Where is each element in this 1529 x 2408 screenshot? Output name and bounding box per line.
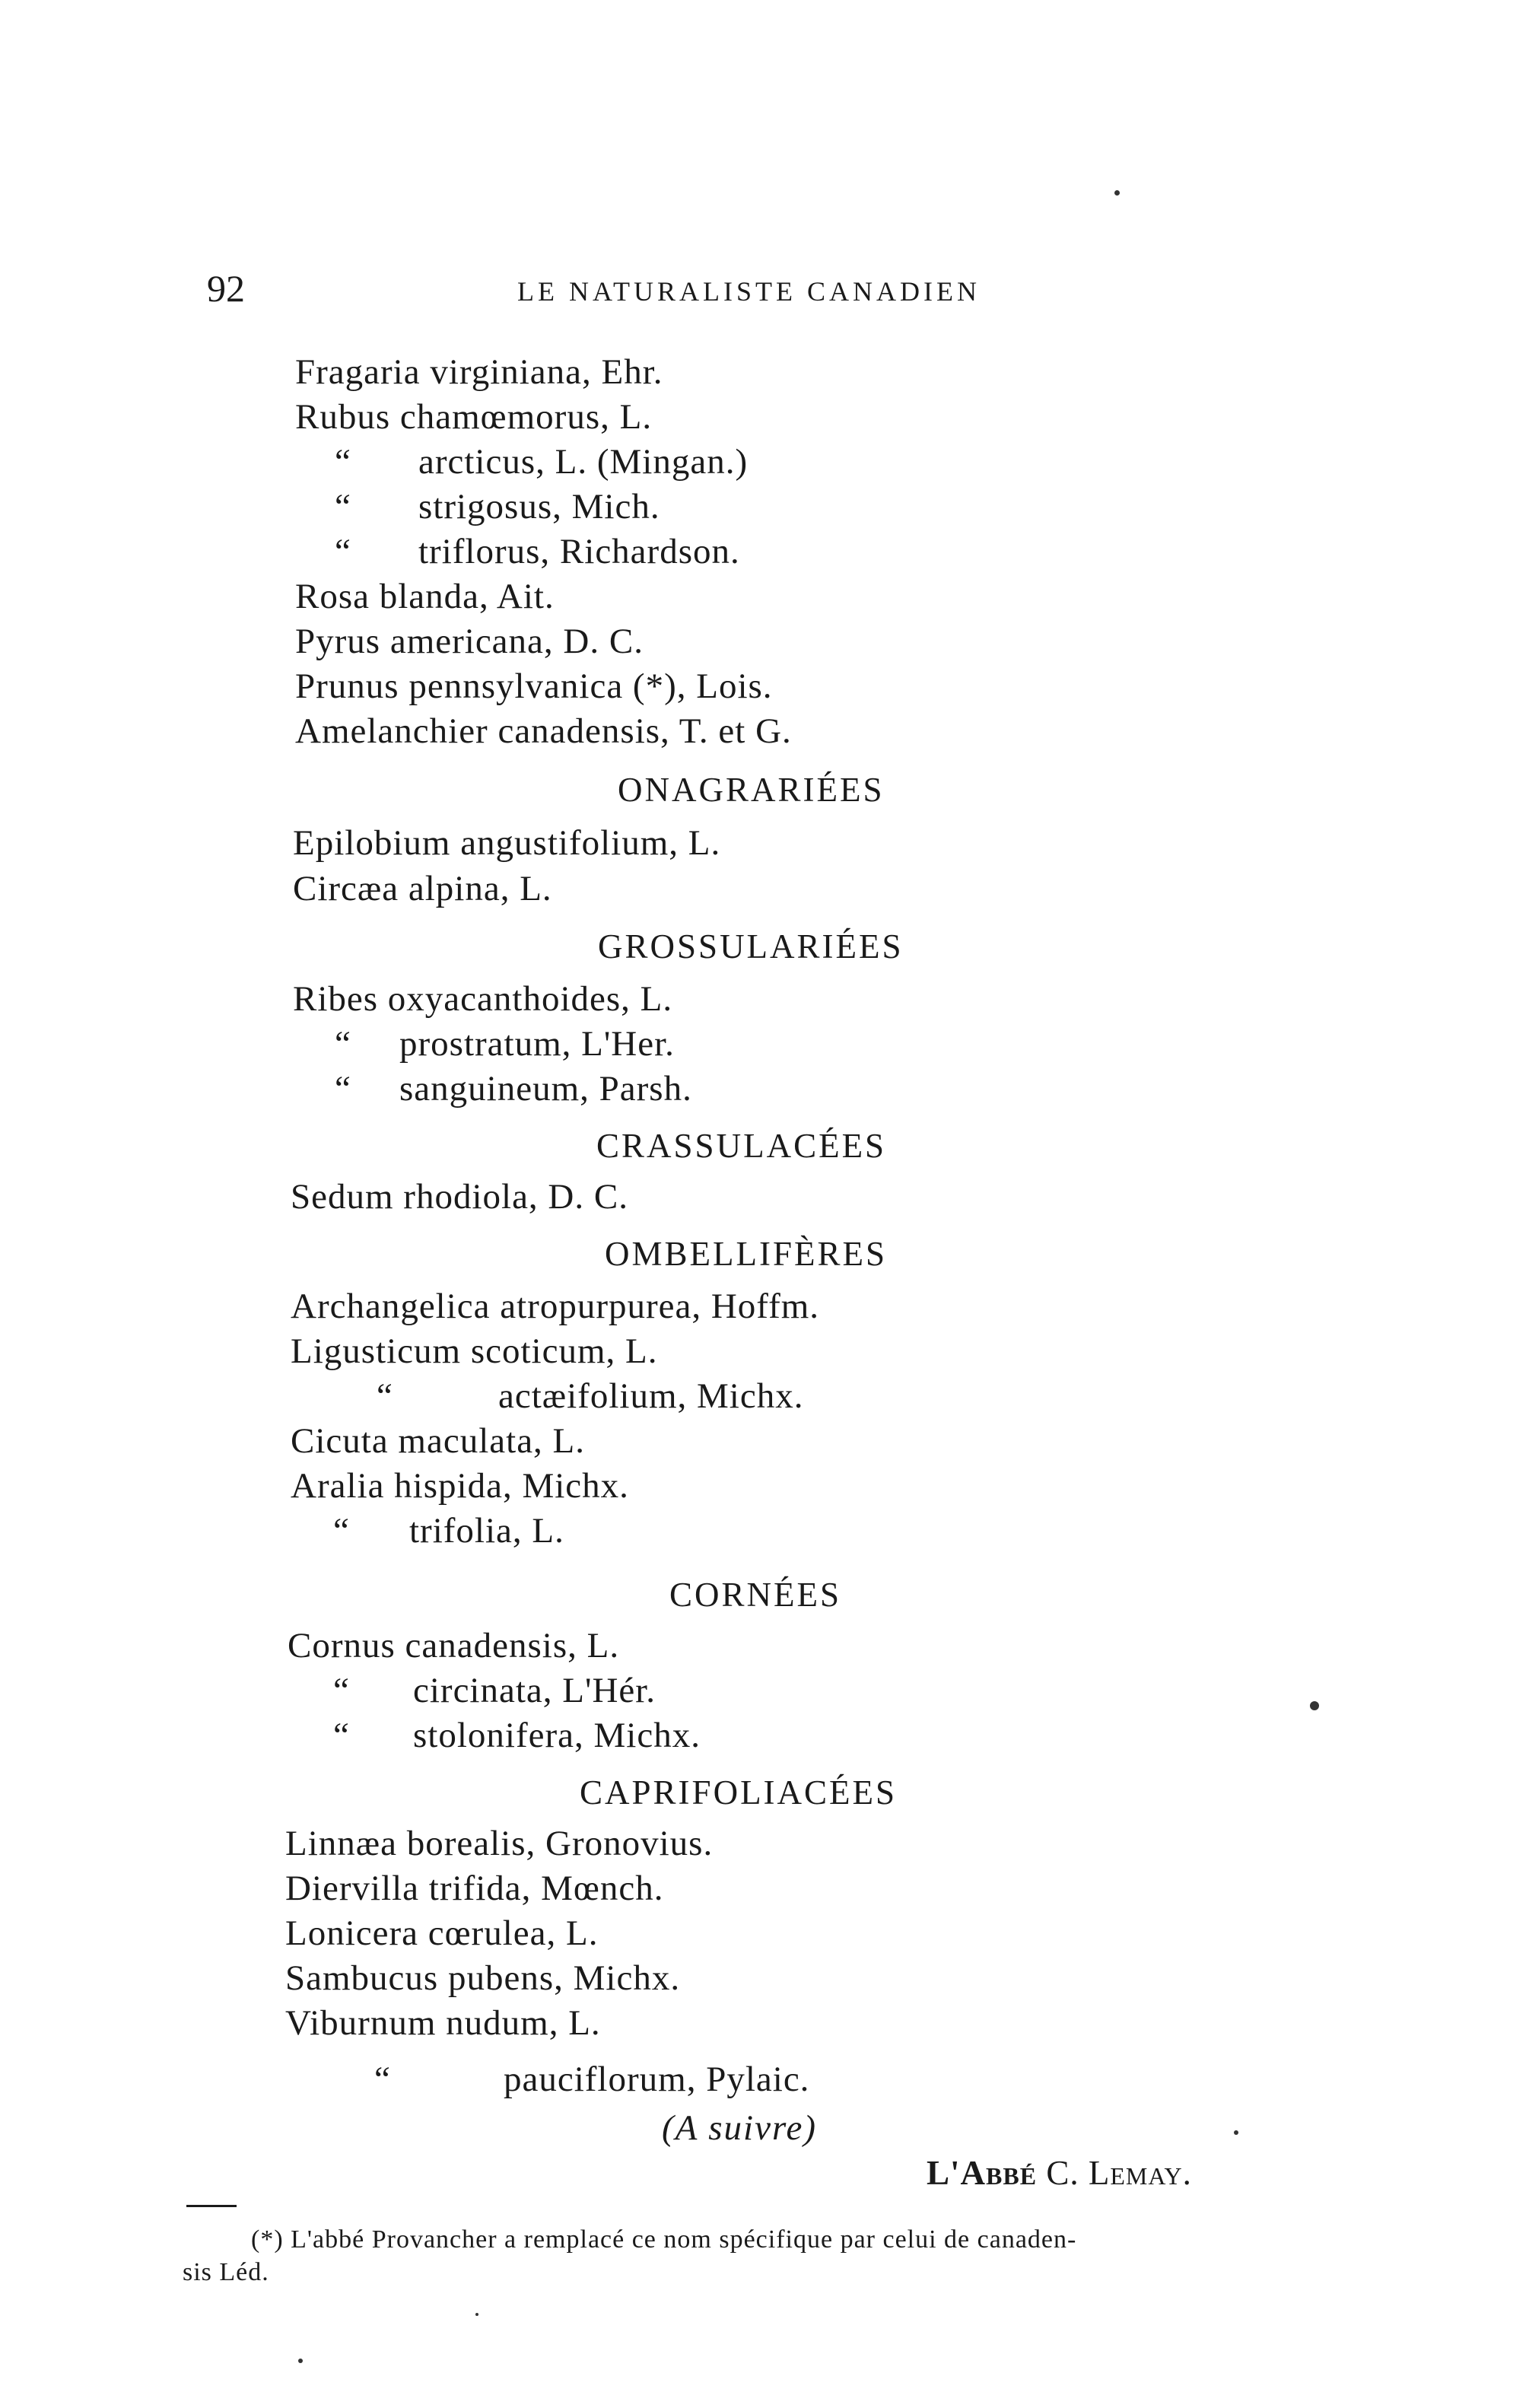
- scan-speck: [1310, 1701, 1319, 1710]
- species-entry: Sambucus pubens, Michx.: [285, 1958, 681, 1998]
- species-entry: Amelanchier canadensis, T. et G.: [295, 711, 792, 751]
- species-entry: “ pauciflorum, Pylaic.: [374, 2060, 810, 2099]
- running-title: LE NATURALISTE CANADIEN: [517, 276, 981, 307]
- species-entry: Circæa alpina, L.: [293, 869, 552, 908]
- species-entry: Pyrus americana, D. C.: [295, 622, 644, 661]
- species-entry: Prunus pennsylvanica (*), Lois.: [295, 666, 773, 706]
- species-entry: Aralia hispida, Michx.: [291, 1466, 629, 1506]
- family-heading: OMBELLIFÈRES: [605, 1235, 888, 1273]
- species-entry: “ actæifolium, Michx.: [377, 1376, 804, 1416]
- family-heading: ONAGRARIÉES: [618, 771, 885, 809]
- scan-speck: [475, 2313, 478, 2316]
- species-entry: Epilobium angustifolium, L.: [293, 823, 721, 863]
- footnote-rule: [186, 2205, 237, 2207]
- species-entry: “ prostratum, L'Her.: [335, 1024, 675, 1064]
- species-entry: Rosa blanda, Ait.: [295, 577, 555, 616]
- species-entry: Diervilla trifida, Mœnch.: [285, 1869, 664, 1908]
- species-entry: Fragaria virginiana, Ehr.: [295, 352, 663, 392]
- species-entry: Viburnum nudum, L.: [285, 2003, 601, 2043]
- family-heading: GROSSULARIÉES: [598, 927, 904, 965]
- species-entry: Rubus chamœmorus, L.: [295, 397, 653, 437]
- scan-speck: [298, 2359, 303, 2363]
- footnote-line: (*) L'abbé Provancher a remplacé ce nom spécifique par celui de canaden-: [251, 2225, 1077, 2254]
- continuation-note: (A suivre): [662, 2108, 818, 2148]
- footnote-line: sis Léd.: [183, 2258, 269, 2286]
- species-entry: “ arcticus, L. (Mingan.): [335, 442, 749, 482]
- species-entry: Archangelica atropurpurea, Hoffm.: [291, 1287, 820, 1326]
- page-number: 92: [207, 267, 245, 310]
- scan-speck: [1234, 2130, 1238, 2135]
- species-entry: “ sanguineum, Parsh.: [335, 1069, 692, 1109]
- species-entry: Cicuta maculata, L.: [291, 1421, 586, 1461]
- species-entry: “ strigosus, Mich.: [335, 487, 660, 526]
- species-entry: Ribes oxyacanthoides, L.: [293, 979, 673, 1019]
- species-entry: Lonicera cœrulea, L.: [285, 1913, 599, 1953]
- species-entry: “ trifolia, L.: [333, 1511, 564, 1551]
- species-entry: Linnæa borealis, Gronovius.: [285, 1824, 714, 1863]
- species-entry: Ligusticum scoticum, L.: [291, 1331, 658, 1371]
- species-entry: “ triflorus, Richardson.: [335, 532, 740, 571]
- family-heading: CORNÉES: [669, 1576, 842, 1614]
- scan-speck: [1114, 190, 1120, 196]
- species-entry: Cornus canadensis, L.: [288, 1626, 620, 1665]
- species-entry: Sedum rhodiola, D. C.: [291, 1177, 628, 1217]
- family-heading: CRASSULACÉES: [596, 1127, 887, 1165]
- species-entry: “ circinata, L'Hér.: [333, 1671, 656, 1710]
- species-entry: “ stolonifera, Michx.: [333, 1716, 701, 1755]
- family-heading: CAPRIFOLIACÉES: [580, 1773, 898, 1812]
- author-signature: L'Abbé C. Lemay.: [927, 2154, 1192, 2192]
